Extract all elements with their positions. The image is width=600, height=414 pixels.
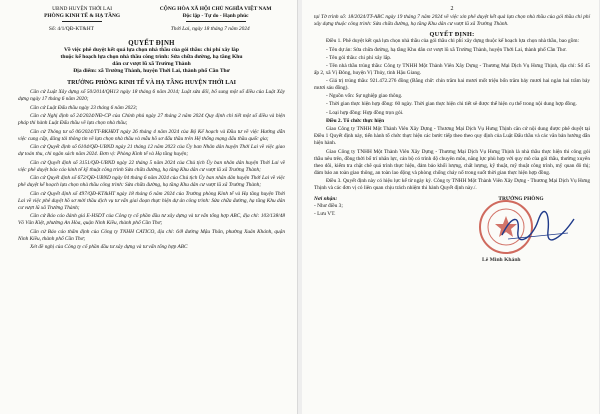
legal-basis: Căn cứ Thông tư số 06/2024/TT-BKHĐT ngày 26 tháng 4 năm 2024 của Bộ Kế hoạch và Đầu tư về việc Hướng dẫn việc cung cấp, đăng tải thông tin về lựa chọn nhà thầu và mẫu hồ sơ đấu thầu trên Hệ thống mạng đấu thầu quốc gia; [18,128,285,142]
legal-basis: Căn cứ Luật Đấu thầu ngày 23 tháng 6 năm 2023; [30,104,138,111]
legal-basis: Căn cứ Báo cáo thẩm định của Công ty TNHH CATICO, địa chỉ: 6/8 đường Mậu Thân, phường Xuân Khánh, quận Ninh Kiều, thành phố Cần Thơ; [18,228,285,242]
signature-area [452,203,590,269]
document-footer [314,196,590,269]
number-date-row [18,26,285,33]
legal-basis: Căn cứ Quyết định số 497/QĐ-KT&HT ngày 18 tháng 6 năm 2024 của Trưởng phòng Kinh tế và Hạ tầng huyện Thới Lai về việc phê duyệt hồ sơ mời thầu dịch vụ tư vấn giai đoạn thực hiện dự án công trình: Sửa chữa đường, hạ tầng Khu dân cư vượt lũ xã Trường Thành; [18,190,285,211]
recipient-item: - Lưu VT. [314,210,336,217]
document-type: QUYẾT ĐỊNH [128,40,175,48]
legal-basis: Căn cứ Quyết định số 3151/QĐ-UBND ngày 22 tháng 5 năm 2024 của Chủ tịch Ủy ban nhân dân huyện Thới Lai về việc phê duyệt báo cáo kinh tế kỹ thuật công trình Sửa chữa đường, hạ tầng Khu dân cư vượt lũ xã Trường Thành; [18,159,285,173]
agency-block [18,6,146,24]
subject-line: thuộc kế hoạch lựa chọn nhà thầu công trình: Sửa chữa đường, hạ tầng Khu [60,54,243,61]
document-header [18,6,285,24]
article-1: Điều 1. Phê duyệt kết quả lựa chọn nhà thầu của gói thầu chi phí xây dựng thuộc kế hoạch lựa chọn nhà thầu, bao gồm: [326,38,579,44]
country-block [146,6,285,24]
legal-basis: Xét đề nghị của Công ty cổ phần đầu tư xây dựng và tư vấn tổng hợp ABC [30,244,188,251]
award-details [314,47,590,117]
detail-item: - Tên gói thầu: chi phí xây lắp. [326,54,392,61]
agency-name: PHÒNG KINH TẾ & HẠ TẦNG [44,13,121,20]
intro-text: tại Tờ trình số: 18/2024/TT-ABC ngày 19 tháng 7 năm 2024 về việc xin phê duyệt kết quả lựa chọn nhà thầu của gói thầu chi phí xây dựng thuộc công trình: Sửa chữa đường, hạ tầng Khu dân cư vượt lũ xã Trường Thành. [314,14,590,27]
handwritten-signature-icon [498,209,578,245]
recipient-item: - Như điều 3; [314,203,343,210]
country-name: CỘNG HÒA XÃ HỘI CHỦ NGHĨA VIỆT NAM [159,6,272,12]
detail-item: - Loại hợp đồng: Hợp đồng trọn gói. [326,109,404,116]
page-number: 2 [450,6,454,12]
recipients-block [314,196,438,269]
divider [186,21,246,22]
agency-top: UBND HUYỆN THỚI LAI [52,6,113,12]
detail-item: - Tên dự án: Sửa chữa đường, hạ tầng Khu dân cư vượt lũ xã Trường Thành, huyện Thới Lai, thành phố Cần Thơ. [326,46,567,53]
subject-line: Địa điểm: xã Trường Thành, huyện Thới Lai, thành phố Cần Thơ [73,68,230,75]
issuer-heading: TRƯỞNG PHÒNG KINH TẾ VÀ HẠ TẦNG HUYỆN THỚI LAI [67,80,236,87]
article-3: Điều 3. Quyết định này có hiệu lực kể từ ngày ký. Công ty TNHH Một Thành Viên Xây Dựng - Thương Mại Dịch Vụ Hưng Thịnh và các đơn vị có liên quan chịu trách nhiệm thi hành Quyết định này./. [314,178,590,192]
detail-item: - Nguồn vốn: Sự nghiệp giao thông. [326,93,403,100]
signer-name: Lê Minh Khánh [482,257,521,264]
detail-item: - Thời gian thực hiện hợp đồng: 60 ngày. Thời gian thực hiện chi tiết sẽ được thể hiện cụ thể trong nội dung hợp đồng. [326,101,577,108]
article-2-title: Điều 2. Tổ chức thực hiện [326,117,385,124]
document-number: Số: 4/1/QĐ-KT&HT [48,26,94,33]
subject-line: dân cư vượt lũ xã Trường Thành [112,61,191,68]
place-date: Thới Lai, ngày 18 tháng 7 năm 2024 [170,26,250,33]
legal-bases [18,89,285,251]
detail-item: - Giá trị trúng thầu: 921.472.276 đồng (Bằng chữ: chín trăm hai mươi mốt triệu bốn trăm bảy mươi hai ngàn hai trăm bảy mươi sáu đồng). [314,78,590,92]
document-page-1 [0,0,298,414]
signature-block [452,196,590,269]
document-subject [18,47,285,75]
legal-basis: Căn cứ Nghị định số 24/2024/NĐ-CP của Chính phủ ngày 27 tháng 2 năm 2024 Quy định chi tiết một số điều và biện pháp thi hành Luật Đấu thầu về lựa chọn nhà thầu; [18,113,285,127]
detail-item: - Tên nhà thầu trúng thầu: Công ty TNHH Một Thành Viên Xây Dựng - Thương Mại Dịch Vụ Hưng Thịnh, địa chỉ: Số 45 ấp 2, xã Vị Đông, huyện Vị Thủy, tỉnh Hậu Giang. [314,62,590,76]
divider [62,21,102,22]
legal-basis: Căn cứ Luật Xây dựng số 50/2014/QH13 ngày 18 tháng 6 năm 2014; Luật sửa đổi, bổ sung một số điều của Luật Xây dựng ngày 17 tháng 6 năm 2020; [18,89,285,103]
article-2-paragraph: Giao Công ty TNHH Một Thành Viên Xây Dựng - Thương Mại Dịch Vụ Hưng Thịnh là nhà thầu thực hiện thi công gói thầu nêu trên, đồng thời bố trí nhân lực, cán bộ có trình độ chuyên môn, năng lực phù hợp với quy mô của gói thầu, thường xuyên theo dõi, kiểm tra chặt chẽ quá trình thực hiện, đảm bảo khối lượng, chất lượng, kỹ thuật, mỹ thuật công trình, mỹ quan đô thị; đảm bảo an toàn giao thông, an toàn lao động và phòng chống cháy nổ trong suốt thời gian thực hiện hợp đồng. [314,148,590,176]
signer-title: TRƯỞNG PHÒNG [498,196,544,203]
legal-basis: Căn cứ Quyết định số 6104/QĐ-UBND ngày 21 tháng 12 năm 2023 của Ủy ban Nhân dân huyện Thới Lai về việc giao dự toán thu, chi ngân sách năm 2024. Đơn vị: Phòng Kinh tế và Hạ tầng huyện; [18,144,285,158]
recipients-title: Nơi nhận: [314,196,338,203]
legal-basis: Căn cứ Quyết định số 672/QĐ-UBND ngày 04 tháng 6 năm 2024 của Chủ tịch Ủy ban nhân dân huyện Thới Lai về việc phê duyệt kế hoạch lựa chọn nhà thầu công trình: Sửa chữa đường, hạ tầng Khu dân cư vượt lũ xã Trường Thành; [18,175,285,189]
decides-heading: QUYẾT ĐỊNH: [429,31,475,38]
subject-line: Về việc phê duyệt kết quả lựa chọn nhà thầu của gói thầu: chi phí xây lắp [64,47,239,54]
national-motto: Độc lập - Tự do - Hạnh phúc [182,13,249,20]
document-page-2 [302,0,600,414]
legal-basis: Căn cứ Báo cáo đánh giá E-HSDT của Công ty cổ phần đầu tư xây dựng và tư vấn tổng hợp ABC, địa chỉ: 103/138/48 Võ Văn Kiệt, phường An Hòa, quận Ninh Kiều, thành phố Cần Thơ; [18,213,285,227]
article-2-paragraph: Giao Công ty TNHH Một Thành Viên Xây Dựng - Thương Mại Dịch Vụ Hưng Thịnh căn cứ nội dung được phê duyệt tại Điều 1 Quyết định này, tiến hành tổ chức thực hiện các bước tiếp theo theo quy định của Luật Đấu thầu và các văn bản hướng dẫn hiện hành. [314,126,590,147]
